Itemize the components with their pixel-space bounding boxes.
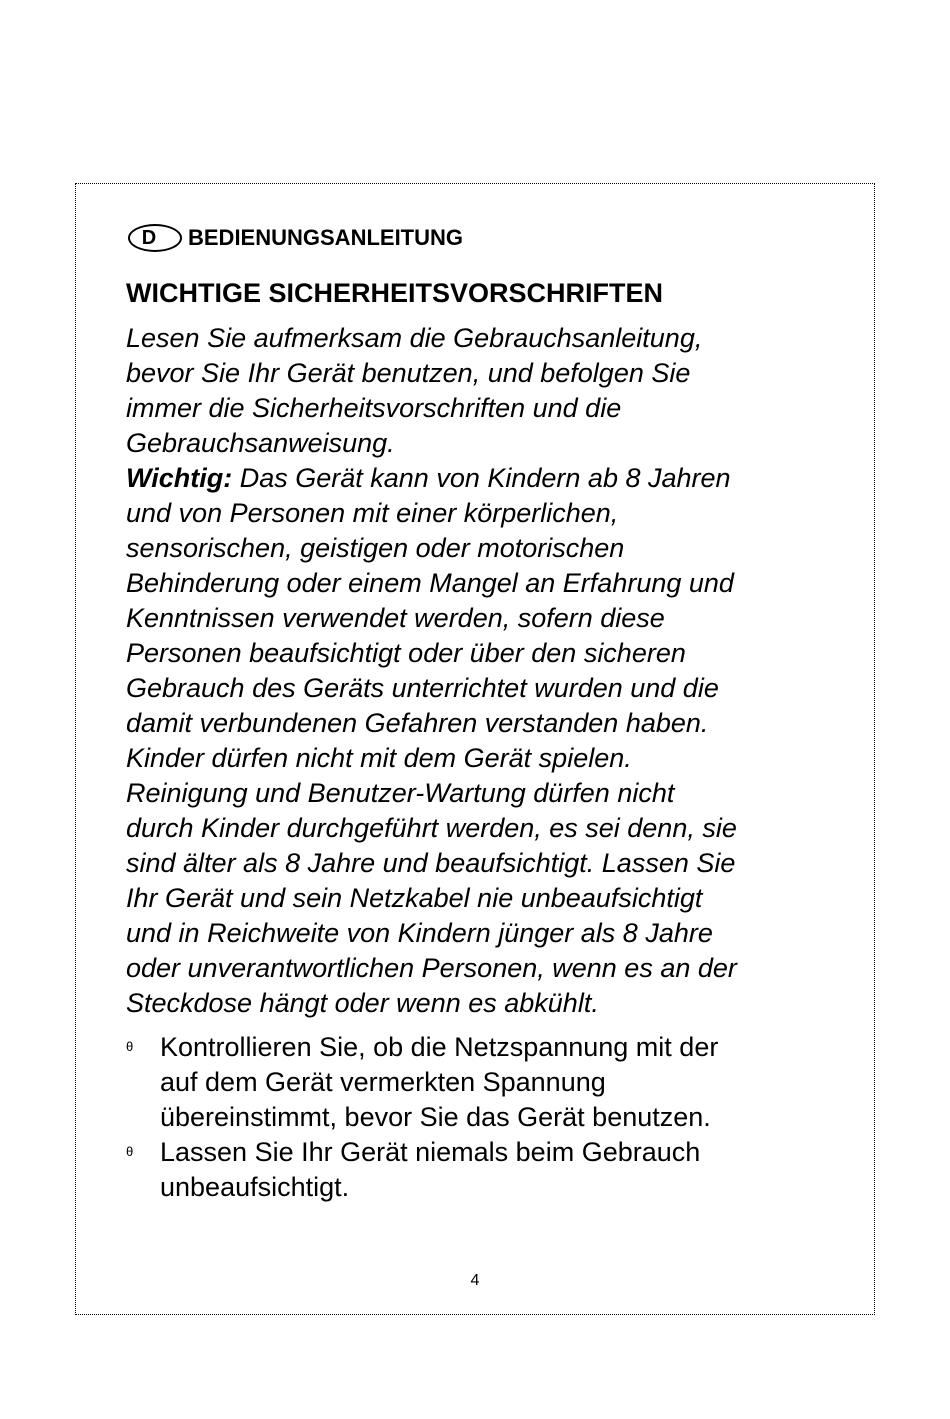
safety-intro — [126, 321, 836, 1021]
important-line: und in Reichweite von Kindern jünger als 8 Jahre — [126, 918, 713, 948]
important-line: Behinderung oder einem Mangel an Erfahrung und — [126, 568, 734, 598]
important-line: Personen beaufsichtigt oder über den sicheren — [126, 638, 686, 668]
important-line: damit verbundenen Gefahren verstanden haben. — [126, 708, 709, 738]
intro-line: Lesen Sie aufmerksam die Gebrauchsanleitung, — [126, 323, 703, 353]
bullet-line: Kontrollieren Sie, ob die Netzspannung mit der — [160, 1032, 719, 1062]
important-line: und von Personen mit einer körperlichen, — [126, 498, 619, 528]
important-line: Gebrauch des Geräts unterrichtet wurden und die — [126, 673, 719, 703]
important-line: Steckdose hängt oder wenn es abkühlt. — [126, 988, 599, 1018]
important-line: Reinigung und Benutzer-Wartung dürfen nicht — [126, 778, 675, 808]
important-line: Ihr Gerät und sein Netzkabel nie unbeaufsichtigt — [126, 883, 703, 913]
important-line: sind älter als 8 Jahre und beaufsichtigt. Lassen Sie — [126, 848, 736, 878]
list-item — [126, 1030, 836, 1135]
bullet-line: auf dem Gerät vermerkten Spannung — [160, 1067, 606, 1097]
important-line: oder unverantwortlichen Personen, wenn es an der — [126, 953, 737, 983]
bullet-line: unbeaufsichtigt. — [160, 1172, 350, 1202]
important-first-line — [126, 461, 836, 496]
important-line: Kinder dürfen nicht mit dem Gerät spielen. — [126, 743, 632, 773]
important-text: Das Gerät kann von Kindern ab 8 Jahren — [232, 463, 731, 493]
manual-header — [128, 222, 463, 254]
page-number: 4 — [470, 1272, 480, 1289]
intro-line: Gebrauchsanweisung. — [126, 428, 395, 458]
manual-title: BEDIENUNGSANLEITUNG — [188, 225, 464, 250]
bullet-line: Lassen Sie Ihr Gerät niemals beim Gebrauch — [160, 1137, 701, 1167]
intro-line: bevor Sie Ihr Gerät benutzen, und befolgen Sie — [126, 358, 691, 388]
language-badge: D — [128, 224, 182, 252]
important-label: Wichtig: — [126, 463, 233, 493]
bullet-line: übereinstimmt, bevor Sie das Gerät benutzen. — [160, 1102, 711, 1132]
important-line: sensorischen, geistigen oder motorischen — [126, 533, 625, 563]
bullet-icon: θ — [126, 1039, 134, 1054]
safety-bullet-list — [126, 1030, 836, 1205]
important-line: durch Kinder durchgeführt werden, es sei denn, sie — [126, 813, 737, 843]
section-heading: WICHTIGE SICHERHEITSVORSCHRIFTEN — [126, 278, 664, 308]
list-item — [126, 1135, 836, 1205]
important-line: Kenntnissen verwendet werden, sofern diese — [126, 603, 665, 633]
bullet-icon: θ — [126, 1144, 134, 1159]
intro-line: immer die Sicherheitsvorschriften und die — [126, 393, 622, 423]
